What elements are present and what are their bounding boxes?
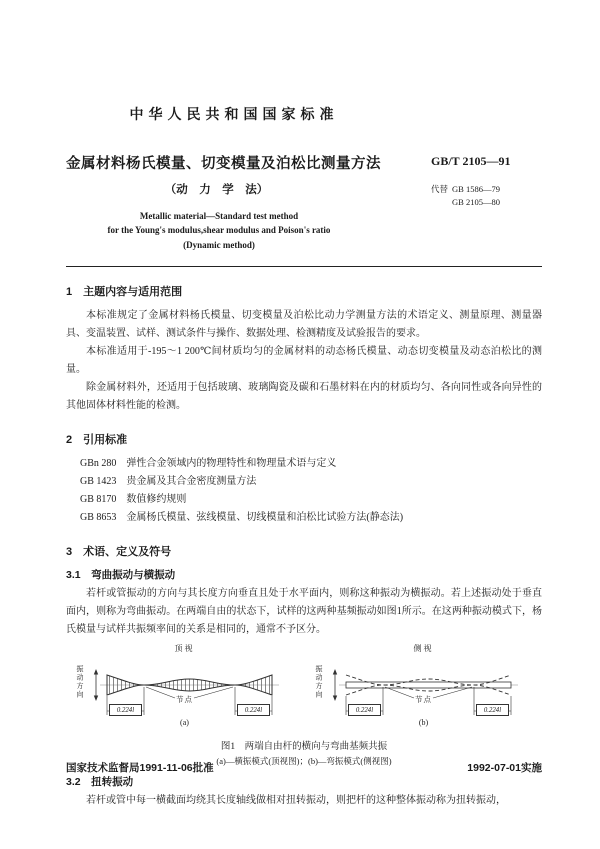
english-title-line3: (Dynamic method) xyxy=(183,239,255,250)
implementation-date: 1992-07-01实施 xyxy=(467,762,542,774)
dimension-value: 0.224l xyxy=(348,704,381,716)
node-label: 节点 xyxy=(176,695,193,705)
scope-paragraph-1: 本标准规定了金属材料杨氏模量、切变模量及泊松比动力学测量方法的术语定义、测量原理、测量器具、变温装置、试样、测试条件与操作、数据处理、检测精度及试验报告的要求。 xyxy=(66,310,542,340)
section-scope xyxy=(66,283,542,415)
reference-item: GB 8170 数值修约规则 xyxy=(80,494,187,506)
standard-number-block xyxy=(397,152,542,252)
approval-info: 国家技术监督局1991-11-06批准 xyxy=(66,762,214,774)
reference-item: GB 1423 贵金属及其合金密度测量方法 xyxy=(80,476,257,488)
replaced-standard-2: GB 2105—80 xyxy=(452,197,500,208)
title-row xyxy=(66,152,542,252)
document-subtitle: （动 力 学 法） xyxy=(164,184,269,196)
dimension-value: 0.224l xyxy=(237,704,270,716)
vibration-direction-label: 振动方向 xyxy=(76,665,84,700)
section-3-heading: 3 术语、定义及符号 xyxy=(66,546,172,559)
document-title: 金属材料杨氏模量、切变模量及泊松比测量方法 xyxy=(66,156,381,172)
view-label: 侧视 xyxy=(413,644,434,654)
national-standard-label: 中华人民共和国国家标准 xyxy=(129,108,339,123)
reference-item: GBn 280 弹性合金领域内的物理特性和物理量术语与定义 xyxy=(80,458,337,470)
english-title-line1: Metallic material—Standard test method xyxy=(139,211,299,221)
clause-3-2-paragraph: 若杆或管中每一横截面均绕其长度轴线做相对扭转振动，则把杆的这种整体振动称为扭转振动， xyxy=(86,795,506,807)
figure-caption: 图1 两端自由杆的横向与弯曲基频共振 xyxy=(220,742,388,753)
section-1-heading: 1 主题内容与适用范围 xyxy=(66,286,183,299)
footer xyxy=(66,760,542,775)
clause-3-1-heading: 3.1 弯曲振动与横振动 xyxy=(66,569,176,582)
scope-paragraph-2: 本标准适用于-195～1 200℃间材质均匀的金属材料的动态杨氏模量、动态切变模量及动态泊松比的测量。 xyxy=(66,346,542,376)
replaces-label: 代替 xyxy=(431,184,449,194)
subfigure-tag: (b) xyxy=(418,718,429,728)
section-references xyxy=(66,431,542,527)
header-rule xyxy=(66,266,542,267)
replaces-block xyxy=(431,183,542,209)
english-title xyxy=(66,209,397,252)
figure-subcaption: (a)—横振模式(顶视图)；(b)—弯振模式(侧视图) xyxy=(216,756,392,767)
dimension-value: 0.224l xyxy=(109,704,142,716)
figure-1 xyxy=(66,645,542,767)
scope-paragraph-3: 除金属材料外，还适用于包括玻璃、玻璃陶瓷及碳和石墨材料在内的材质均匀、各向同性或各向异性的其他固体材料性能的检测。 xyxy=(66,382,542,412)
vibration-envelope xyxy=(107,675,272,695)
dimension-value: 0.224l xyxy=(476,704,509,716)
node-label: 节点 xyxy=(415,695,432,705)
subfigure-a xyxy=(72,645,297,733)
clause-3-1-paragraph: 若杆或管振动的方向与其长度方向垂直且处于水平面内，则称这种振动为横振动。若上述振动处于垂直面内，则称为弯曲振动。在两端自由的状态下，试样的这两种基频振动如图1所示。在这两种振动模式下，杨氏模量与试样共振频率间的关系是相同的，通常不予区分。 xyxy=(66,588,542,636)
view-label: 顶视 xyxy=(174,644,195,654)
title-block xyxy=(66,152,397,252)
standard-number: GB/T 2105—91 xyxy=(431,154,511,168)
replaced-standard-1: GB 1586—79 xyxy=(452,184,500,194)
english-title-line2: for the Young's modulus,shear modulus and Poison's ratio xyxy=(107,225,331,236)
clause-3-2-heading: 3.2 扭转振动 xyxy=(66,776,134,789)
subfigure-b xyxy=(311,645,536,733)
reference-item: GB 8653 金属杨氏模量、弦线模量、切线模量和泊松比试验方法(静态法) xyxy=(80,512,404,524)
section-2-heading: 2 引用标准 xyxy=(66,434,128,447)
replaced-standards xyxy=(452,183,500,209)
subfigure-tag: (a) xyxy=(180,718,189,728)
vibration-direction-label: 振动方向 xyxy=(315,665,323,700)
